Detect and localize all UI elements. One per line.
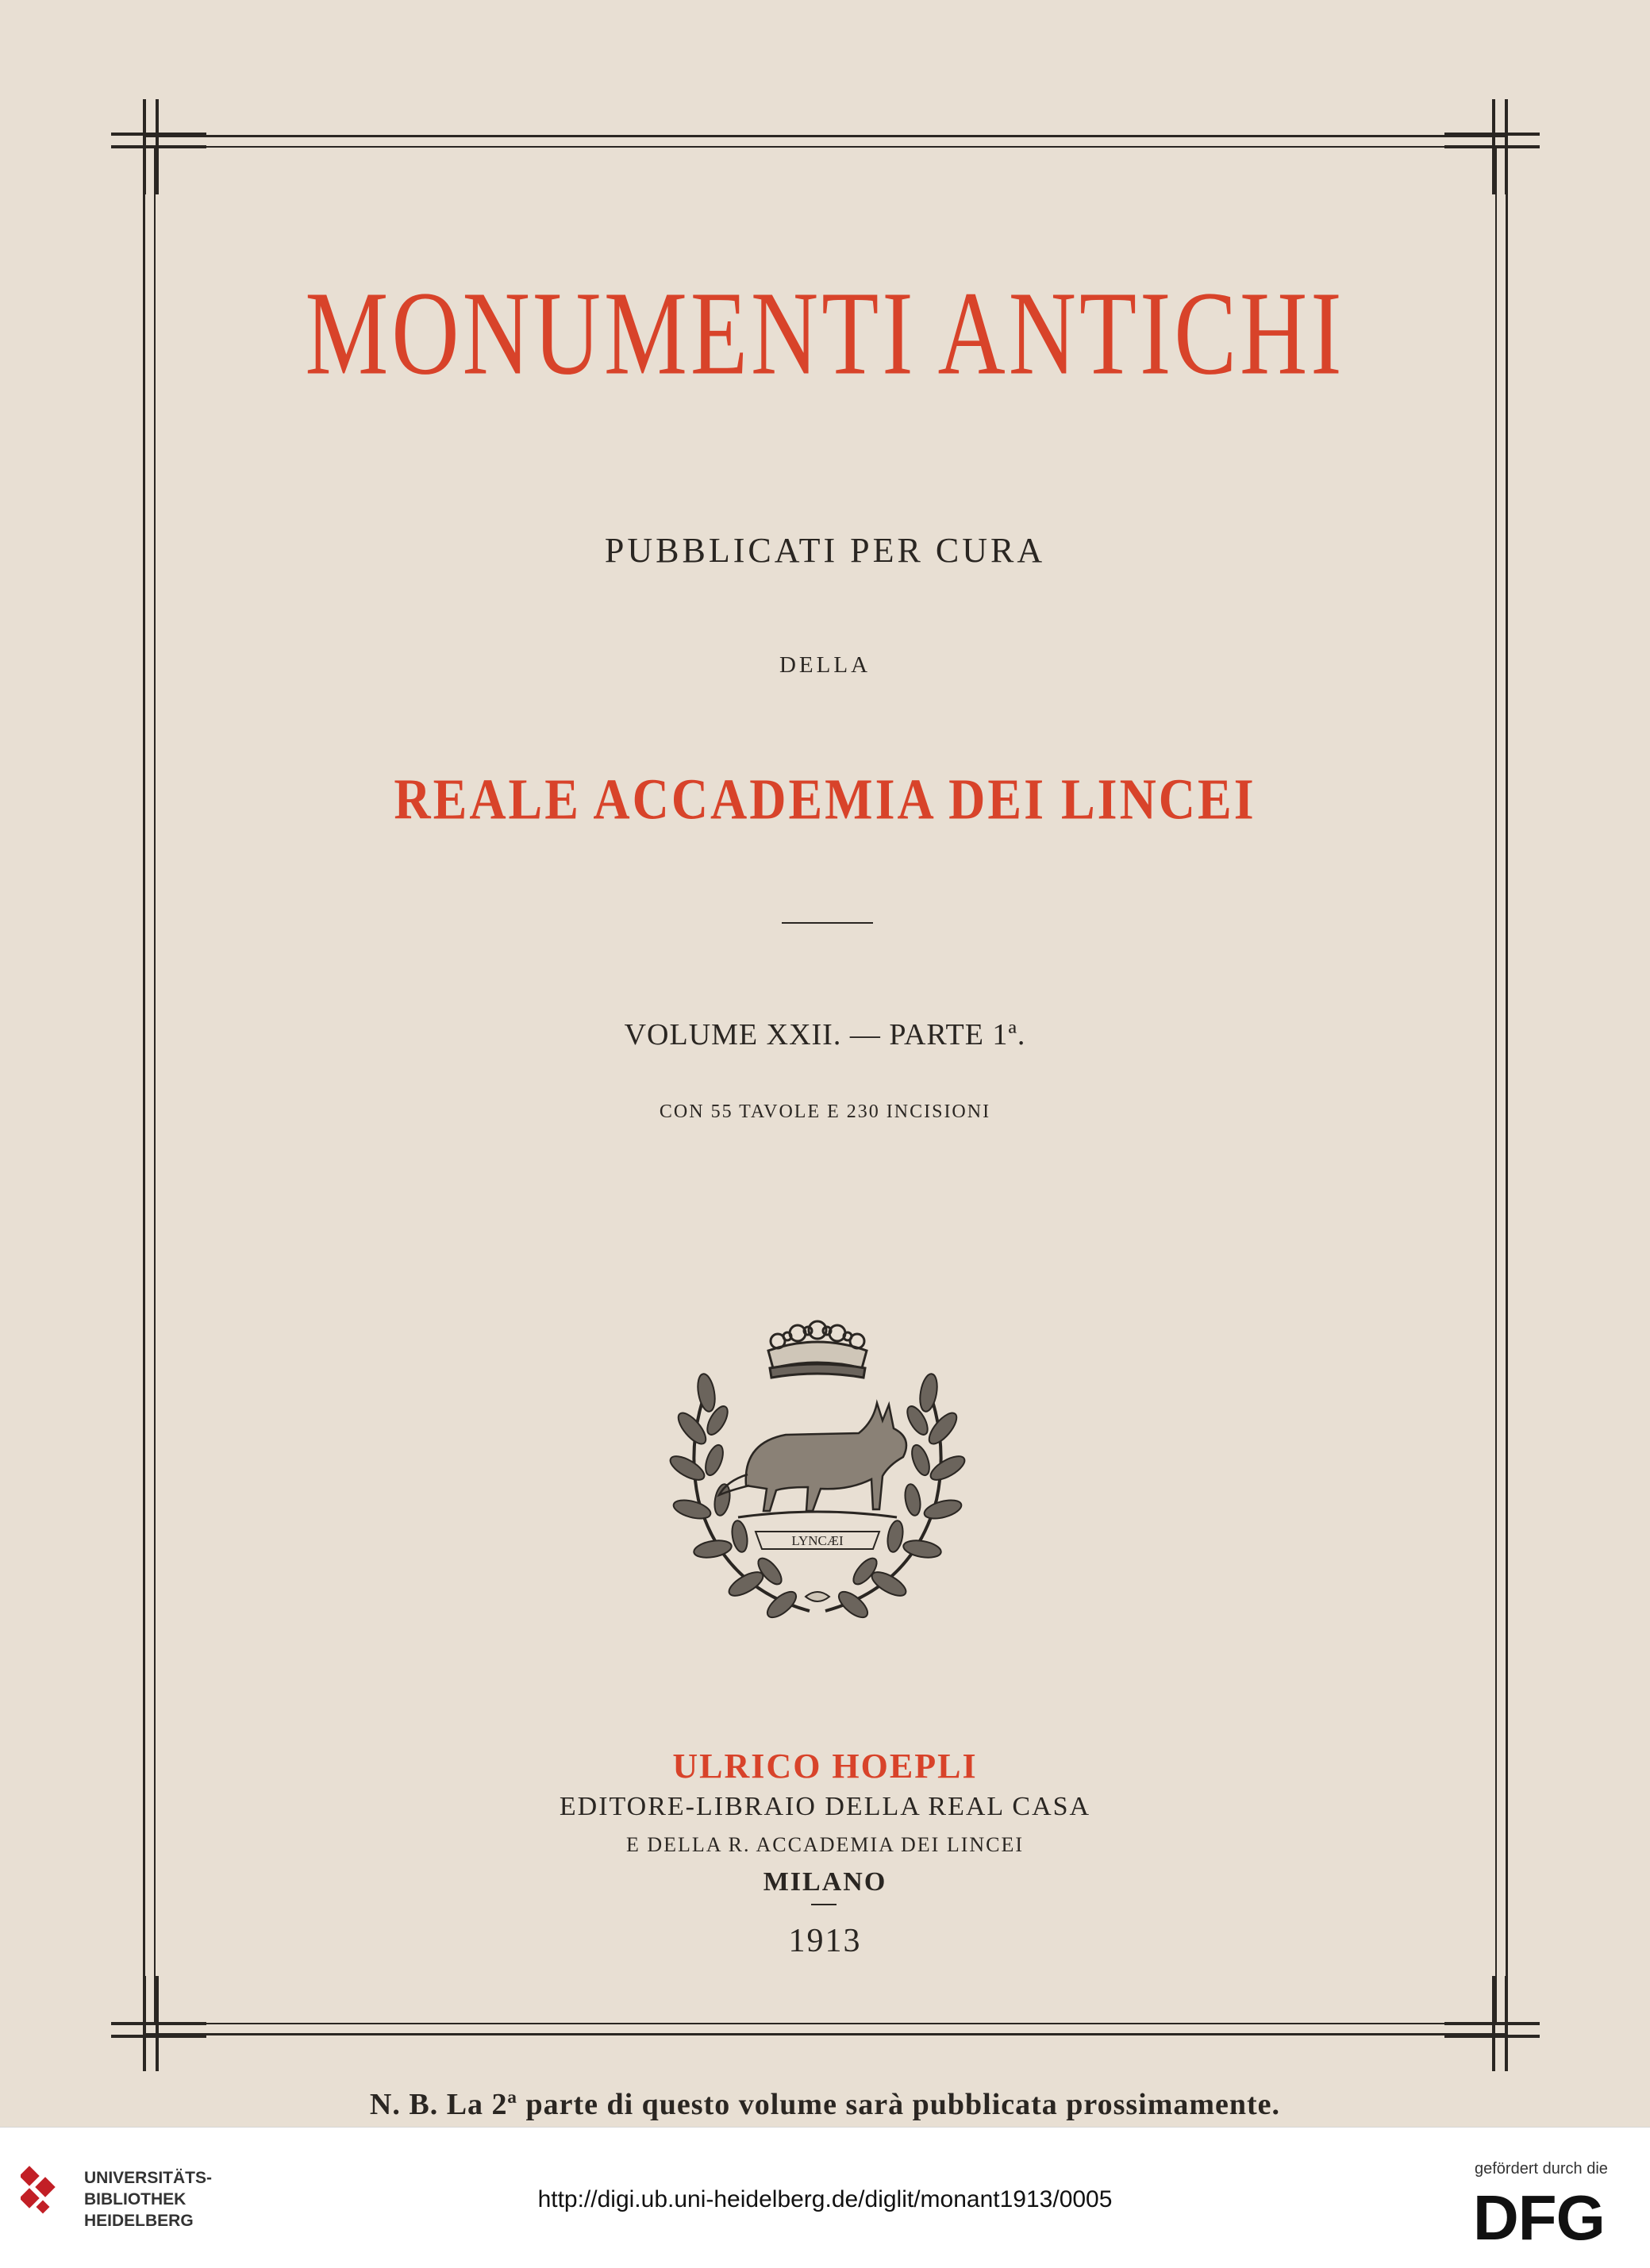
library-line-3: HEIDELBERG <box>84 2212 194 2230</box>
publisher-name: ULRICO HOEPLI <box>672 1747 978 1786</box>
small-divider <box>811 1904 837 1905</box>
corner-ornament-top-right <box>1444 99 1540 194</box>
plates-info: CON 55 TAVOLE E 230 INCISIONI <box>659 1101 991 1122</box>
library-line-1: UNIVERSITÄTS- <box>84 2169 213 2187</box>
funding-caption: gefördert durch die <box>1475 2160 1608 2178</box>
publisher-line-2: EDITORE-LIBRAIO DELLA REAL CASA <box>559 1792 1091 1821</box>
footnote: N. B. La 2ª parte di questo volume sarà pubblicata prossimamente. <box>369 2088 1281 2121</box>
publisher-line-3: E DELLA R. ACCADEMIA DEI LINCEI <box>625 1833 1025 1856</box>
academy-name: REALE ACCADEMIA DEI LINCEI <box>394 767 1256 832</box>
corner-ornament-bottom-left <box>111 1976 206 2071</box>
lynx-emblem-icon <box>651 1301 984 1627</box>
divider <box>782 922 873 924</box>
subtitle-line-2: DELLA <box>779 652 871 678</box>
publication-year: 1913 <box>788 1923 862 1959</box>
emblem-motto: LYNCÆI <box>791 1533 844 1548</box>
page-title: MONUMENTI ANTICHI <box>305 267 1345 400</box>
dfg-logo[interactable]: DFG <box>1473 2182 1605 2253</box>
corner-ornament-top-left <box>111 99 206 194</box>
publisher-city: MILANO <box>763 1867 887 1897</box>
inner-border <box>154 146 1497 2024</box>
library-line-2: BIBLIOTHEK <box>84 2190 187 2208</box>
corner-ornament-bottom-right <box>1444 1976 1540 2071</box>
permalink-url[interactable]: http://digi.ub.uni-heidelberg.de/diglit/monant1913/0005 <box>537 2186 1113 2212</box>
subtitle-line-1: PUBBLICATI PER CURA <box>604 531 1046 570</box>
volume-info: VOLUME XXII. — PARTE 1ª. <box>624 1018 1026 1051</box>
